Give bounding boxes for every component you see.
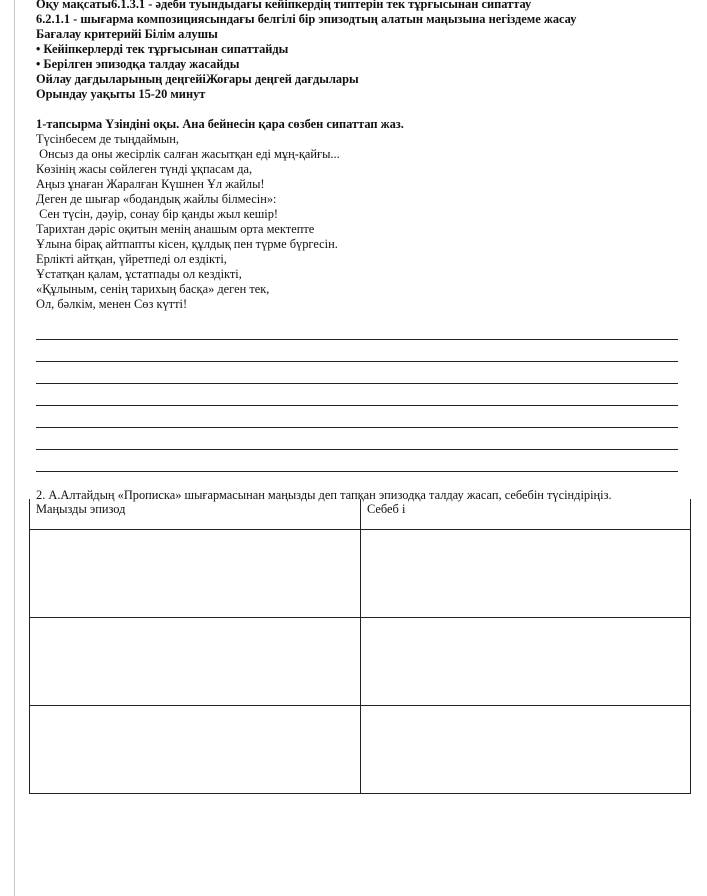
poem-line: Онсыз да оны жесірлік салған жасытқан еді мұң-қайғы... <box>36 147 340 161</box>
poem-line: «Құлыным, сенің тарихың басқа» деген тек, <box>36 282 270 296</box>
episode-cell[interactable] <box>30 706 361 794</box>
answer-line[interactable] <box>36 384 678 406</box>
objective-2-line: 6.2.1.1 - шығарма композициясындағы белгілі бір эпизодтың алатын маңызына негіздеме жасау <box>36 12 577 26</box>
table-header-row <box>30 499 691 530</box>
answer-line[interactable] <box>36 450 678 472</box>
poem-line: Ұстатқан қалам, ұстатпады ол кездікті, <box>36 267 242 281</box>
poem-line: Ұлына бірақ айтпапты кісен, құлдық пен түрме бүргесін. <box>36 237 338 251</box>
reason-cell[interactable] <box>361 530 691 618</box>
reason-header: Себеб і <box>361 499 691 530</box>
learning-objective-line: Оқу мақсаты6.1.3.1 - әдеби туындыдағы кейіпкердің типтерін тек тұрғысынан сипаттау <box>36 0 532 11</box>
poem-line: Сен түсін, дәуір, сонау бір қанды жыл кешір! <box>36 207 279 221</box>
page-left-edge <box>14 0 15 896</box>
poem-excerpt <box>36 132 686 312</box>
answer-line[interactable] <box>36 362 678 384</box>
poem-line: Аңыз ұнаған Жаралған Күшнен Ұл жайлы! <box>36 177 265 191</box>
task-2-title: 2. А.Алтайдың «Прописка» шығармасынан маңызды деп тапқан эпизодқа талдау жасап, себебін түсіндіріңіз. <box>36 488 612 502</box>
task-1-title: 1-тапсырма Үзіндіні оқы. Ана бейнесін қара сөзбен сипаттап жаз. <box>36 117 404 131</box>
reason-cell[interactable] <box>361 706 691 794</box>
episode-analysis-table <box>29 499 691 794</box>
answer-line[interactable] <box>36 428 678 450</box>
answer-line[interactable] <box>36 340 678 362</box>
poem-line: Көзінің жасы сөйлеген түнді ұқпасам да, <box>36 162 253 176</box>
table-row <box>30 706 691 794</box>
answer-lines <box>36 318 686 472</box>
table-row <box>30 530 691 618</box>
poem-line: Деген де шығар «бодандық жайлы білмесін»: <box>36 192 277 206</box>
document-body <box>36 0 686 503</box>
poem-line: Ол, бәлкім, менен Сөз күтті! <box>36 297 188 311</box>
poem-line: Тарихтан дәріс оқитын менің анашым орта мектепте <box>36 222 315 236</box>
episode-cell[interactable] <box>30 618 361 706</box>
important-episode-header: Маңызды эпизод <box>30 499 361 530</box>
thinking-level-line: Ойлау дағдыларының деңгейіЖоғары деңгей дағдылары <box>36 72 359 86</box>
poem-line: Түсінбесем де тыңдаймын, <box>36 132 179 146</box>
time-line: Орындау уақыты 15-20 минут <box>36 87 206 101</box>
criterion-1-line: • Кейіпкерлерді тек тұрғысынан сипаттайды <box>36 42 289 56</box>
table-row <box>30 618 691 706</box>
assessment-criteria-line: Бағалау критерийі Білім алушы <box>36 27 218 41</box>
reason-cell[interactable] <box>361 618 691 706</box>
poem-line: Ерлікті айтқан, үйретпеді ол ездікті, <box>36 252 227 266</box>
episode-cell[interactable] <box>30 530 361 618</box>
answer-line[interactable] <box>36 406 678 428</box>
answer-line[interactable] <box>36 318 678 340</box>
criterion-2-line: • Берілген эпизодқа талдау жасайды <box>36 57 240 71</box>
